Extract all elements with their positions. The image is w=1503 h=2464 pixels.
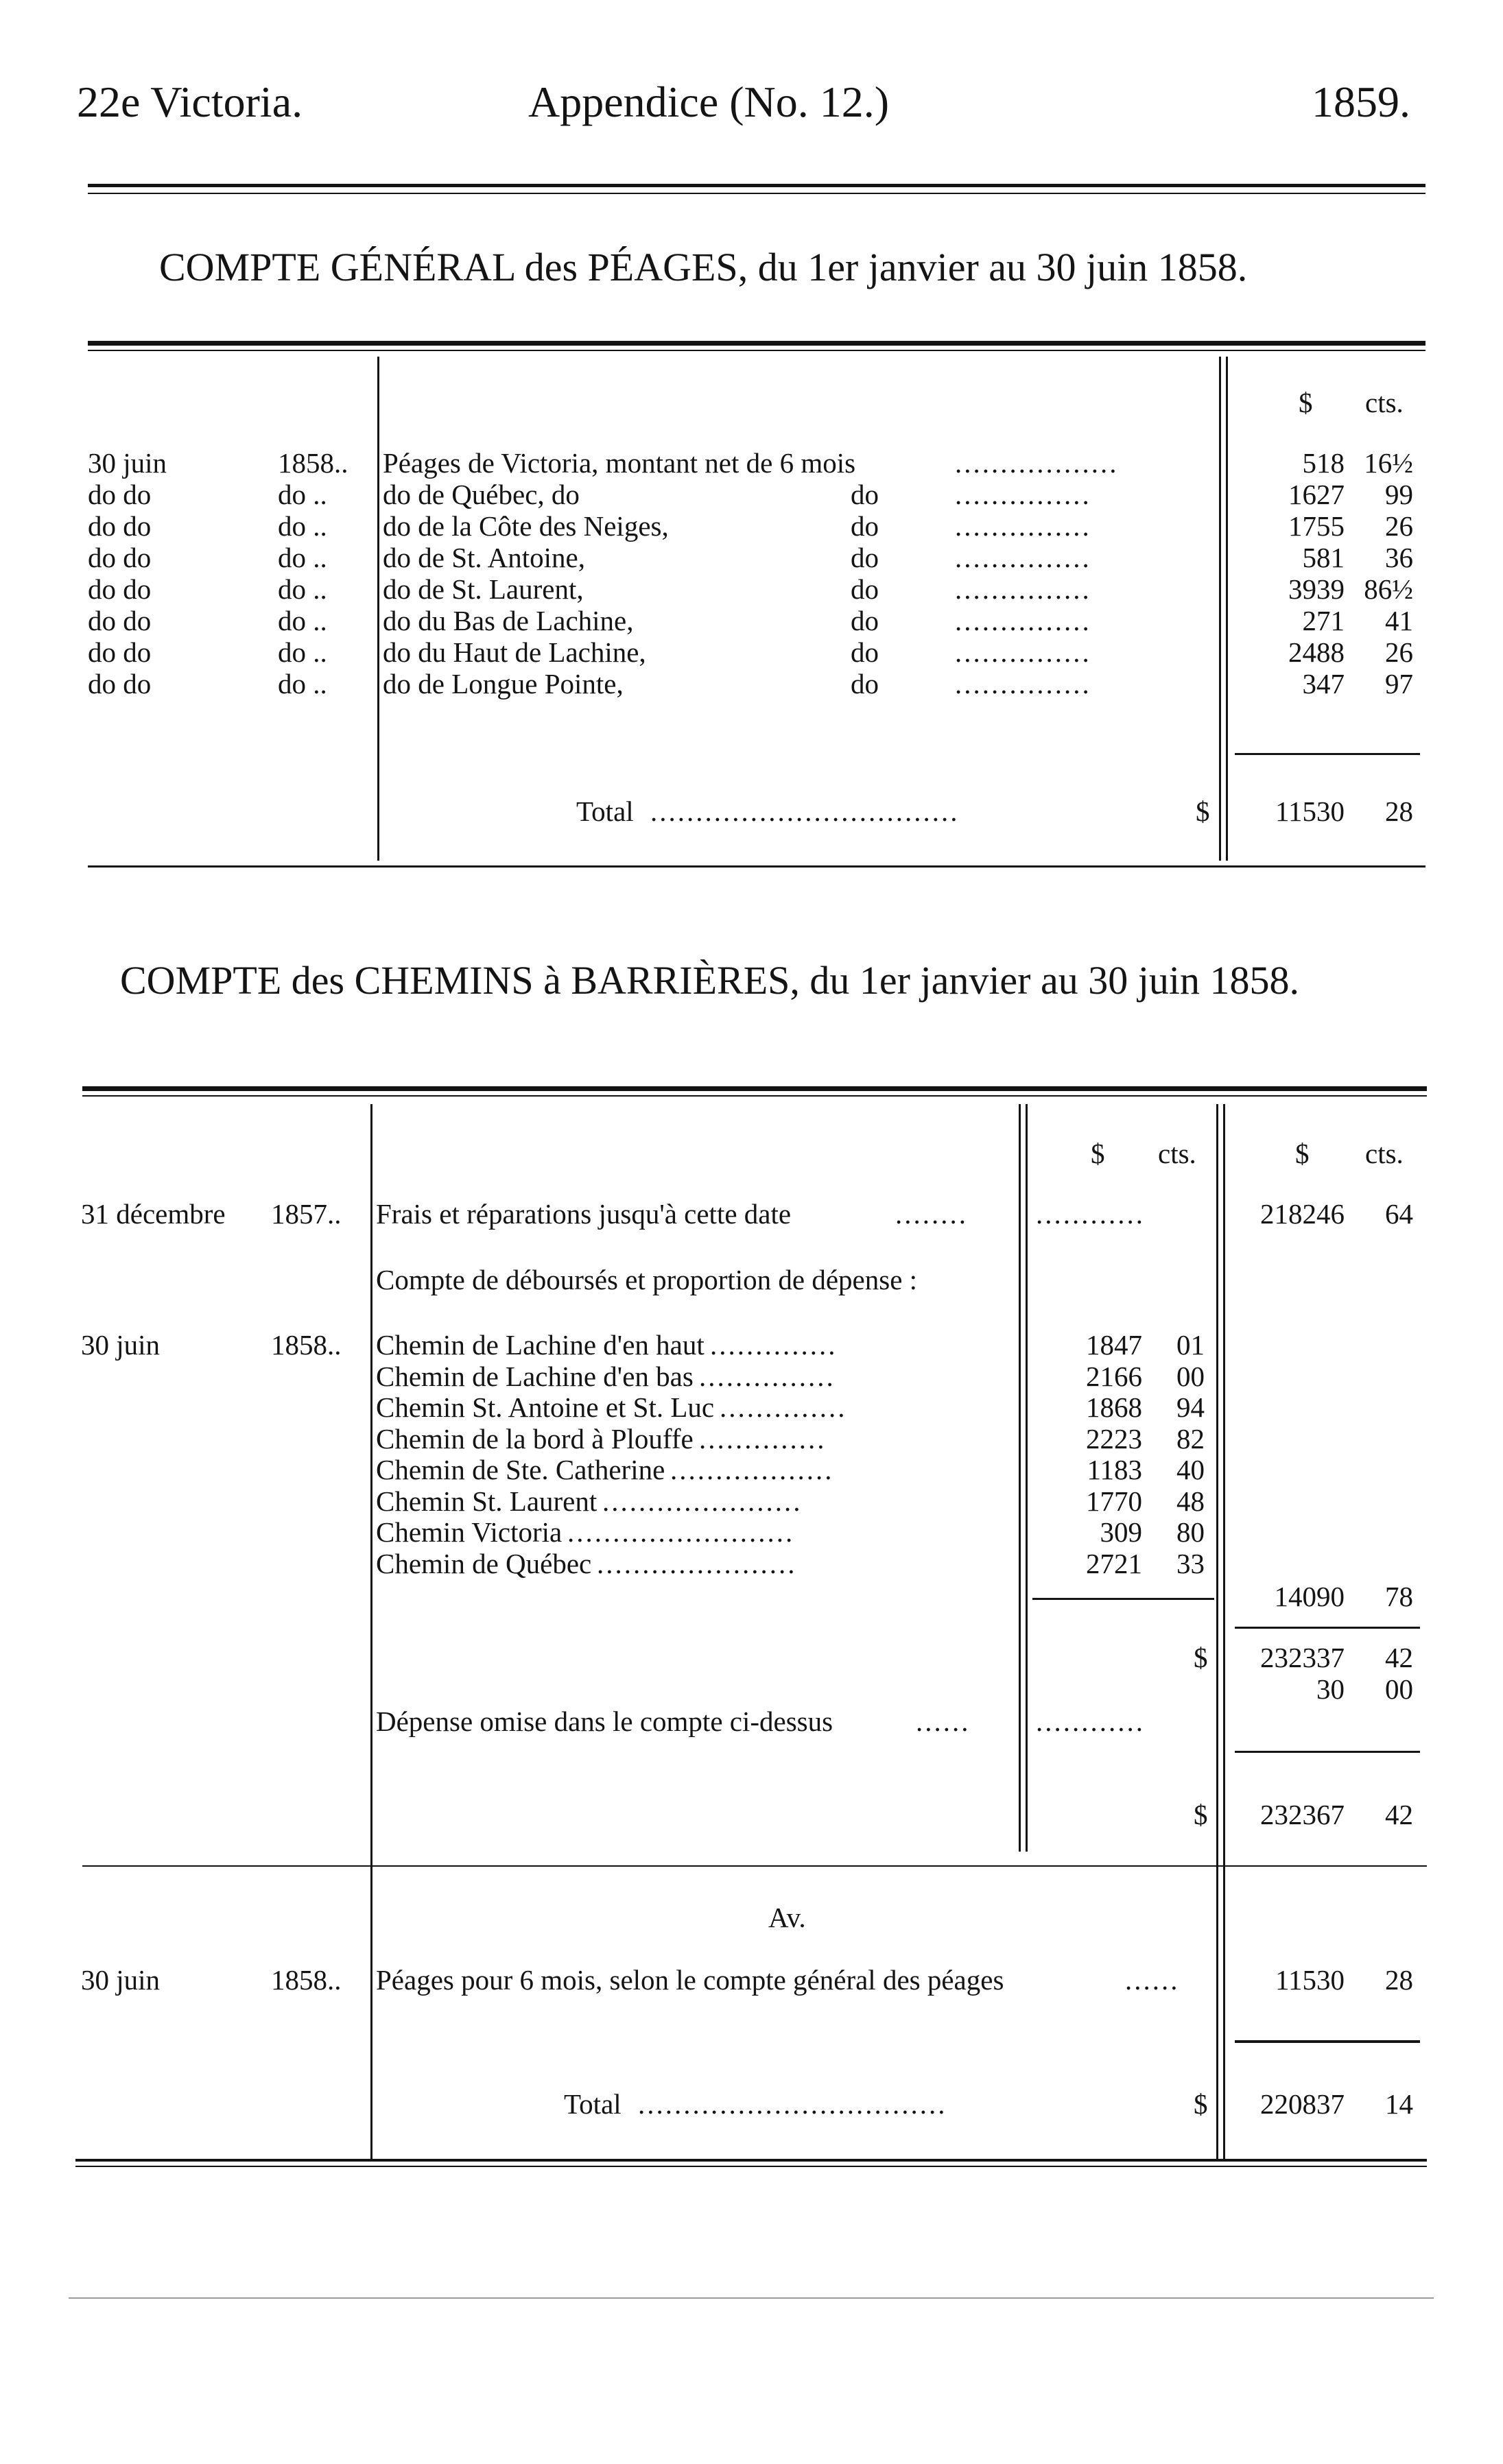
road-leader: ...............	[699, 1360, 836, 1392]
road-dollars: 309	[1100, 1516, 1142, 1548]
roads-total-dollars: 14090	[1274, 1581, 1345, 1612]
row-description: do de la Côte des Neiges,	[383, 510, 669, 542]
row-year: do ..	[278, 668, 327, 699]
table1-top-rule-thin	[88, 350, 1425, 351]
row-leader: ...............	[955, 636, 1091, 668]
table2-dollar-heading: $	[1295, 1138, 1310, 1169]
road-dollars: 1770	[1086, 1485, 1142, 1517]
table1-top-rule	[88, 341, 1425, 346]
row-cents: 16½	[1364, 447, 1413, 479]
table1-bottom-rule	[88, 865, 1425, 868]
table1-sum-rule	[1235, 753, 1420, 755]
row-dollars: 3939	[1288, 573, 1345, 605]
row-ditto: do	[851, 605, 879, 636]
row-year: do ..	[278, 636, 327, 668]
road-name: Chemin de Québec	[376, 1547, 592, 1579]
grand-dollars: 232367	[1260, 1799, 1345, 1830]
row-leader: ...............	[955, 510, 1091, 542]
road-name: Chemin St. Antoine et St. Luc	[376, 1391, 715, 1423]
table1-amount-divider	[1219, 357, 1221, 861]
road-leader: ..............	[710, 1329, 838, 1361]
credit-year: 1858..	[271, 1964, 342, 1996]
disbursement-subheading: Compte de déboursés et proportion de dépense :	[376, 1264, 918, 1295]
road-cents: 94	[1176, 1391, 1205, 1423]
av-label: Av.	[768, 1902, 806, 1933]
road-name: Chemin Victoria	[376, 1516, 563, 1548]
omitted-leader: ......	[916, 1706, 971, 1737]
row-dollars: 2488	[1288, 636, 1345, 668]
row-description: do de St. Laurent,	[383, 573, 584, 605]
table1-total-label: Total	[576, 796, 634, 827]
frais-date: 31 décembre	[81, 1198, 226, 1230]
row-dollars: 1627	[1288, 479, 1345, 510]
av-rule	[82, 1865, 1427, 1867]
row-ditto: do	[851, 668, 879, 699]
road-dollars: 2166	[1086, 1360, 1142, 1392]
frais-mid-leader: ............	[1036, 1198, 1145, 1230]
table2-bottom-rule-thin	[75, 2166, 1427, 2167]
row-description: do du Haut de Lachine,	[383, 636, 646, 668]
table2-total-dollars: 220837	[1260, 2088, 1345, 2120]
frais-dollars: 218246	[1260, 1198, 1345, 1230]
row-year: do ..	[278, 605, 327, 636]
table2-mid-divider-2	[1026, 1104, 1028, 1852]
road-cents: 82	[1176, 1422, 1205, 1455]
table1-title: COMPTE GÉNÉRAL des PÉAGES, du 1er janvier au 30 juin 1858.	[159, 245, 1248, 289]
row-year: do ..	[278, 510, 327, 542]
road-cents: 48	[1176, 1485, 1205, 1517]
omitted-cents: 00	[1385, 1673, 1413, 1705]
row-leader: ...............	[955, 542, 1091, 573]
row-year: do ..	[278, 542, 327, 573]
row-dollars: 347	[1302, 668, 1345, 699]
frais-year: 1857..	[271, 1198, 342, 1230]
road-dollars: 1847	[1086, 1329, 1142, 1361]
road-dollars: 1868	[1086, 1391, 1142, 1423]
row-cents: 41	[1385, 605, 1413, 636]
road-leader: ..............	[720, 1391, 847, 1423]
row-description: Péages de Victoria, montant net de 6 mois	[383, 447, 856, 479]
road-cents: 01	[1176, 1329, 1205, 1361]
table2-mid-divider	[1019, 1104, 1021, 1852]
road-name: Chemin de Lachine d'en haut	[376, 1329, 705, 1361]
row-leader: ...............	[955, 573, 1091, 605]
row-cents: 97	[1385, 668, 1413, 699]
grand-cents: 42	[1385, 1799, 1413, 1830]
road-leader: ......................	[597, 1547, 797, 1579]
row-ditto: do	[851, 573, 879, 605]
roads-year: 1858..	[271, 1329, 342, 1361]
omitted-dollars: 30	[1316, 1673, 1345, 1705]
road-name: Chemin de Ste. Catherine	[376, 1454, 665, 1485]
road-cents: 00	[1176, 1360, 1205, 1392]
credit-date: 30 juin	[81, 1964, 161, 1996]
row-date: do do	[88, 573, 152, 605]
grand-sign: $	[1194, 1799, 1208, 1830]
frais-leader: ........	[895, 1198, 968, 1230]
road-dollars: 2223	[1086, 1422, 1142, 1455]
table2-mid-cents-heading: cts.	[1158, 1138, 1196, 1169]
header-appendix: Appendice (No. 12.)	[528, 77, 890, 126]
table2-title: COMPTE des CHEMINS à BARRIÈRES, du 1er janvier au 30 juin 1858.	[120, 958, 1299, 1003]
road-dollars: 2721	[1086, 1547, 1142, 1579]
row-leader: ..................	[955, 447, 1119, 479]
subtotal-dollars: 232337	[1260, 1642, 1345, 1673]
road-leader: ..............	[699, 1422, 827, 1455]
row-description: do du Bas de Lachine,	[383, 605, 634, 636]
header-volume: 22e Victoria.	[77, 77, 303, 126]
row-year: do ..	[278, 479, 327, 510]
roads-date: 30 juin	[81, 1329, 161, 1361]
grand-rule	[1235, 1751, 1420, 1753]
road-leader: .........................	[567, 1516, 795, 1548]
table1-total-dollars: 11530	[1275, 796, 1345, 827]
row-leader: ...............	[955, 605, 1091, 636]
table2-cents-heading: cts.	[1365, 1138, 1404, 1169]
road-cents: 33	[1176, 1547, 1205, 1579]
table2-total-leader: ..................................	[638, 2088, 947, 2120]
road-name: Chemin de Lachine d'en bas	[376, 1360, 694, 1392]
row-dollars: 581	[1302, 542, 1345, 573]
omitted-mid-leader: ............	[1036, 1706, 1145, 1737]
row-leader: ...............	[955, 668, 1091, 699]
table1-total-sign: $	[1196, 796, 1210, 827]
credit-leader: ......	[1125, 1964, 1180, 1996]
frais-text: Frais et réparations jusqu'à cette date	[376, 1198, 792, 1230]
header-rule	[88, 184, 1425, 187]
row-ditto: do	[851, 542, 879, 573]
table1-dollar-heading: $	[1299, 387, 1313, 418]
road-name: Chemin St. Laurent	[376, 1485, 597, 1517]
omitted-text: Dépense omise dans le compte ci-dessus	[376, 1706, 833, 1737]
table1-amount-divider-2	[1226, 357, 1228, 861]
row-date: do do	[88, 668, 152, 699]
header-rule-thin	[88, 193, 1425, 194]
road-leader: ......................	[602, 1485, 803, 1517]
header-year: 1859.	[1312, 77, 1410, 126]
frais-cents: 64	[1385, 1198, 1413, 1230]
table1-total-cents: 28	[1385, 796, 1413, 827]
row-year: do ..	[278, 573, 327, 605]
row-dollars: 518	[1302, 447, 1345, 479]
table2-sum-rule	[1235, 2040, 1420, 2043]
subtotal-sign: $	[1194, 1642, 1208, 1673]
row-date: 30 juin	[88, 447, 167, 479]
table2-amount-divider	[1216, 1104, 1218, 2160]
table1-cents-heading: cts.	[1365, 387, 1404, 418]
road-cents: 80	[1176, 1516, 1205, 1548]
table2-mid-dollar-heading: $	[1091, 1138, 1105, 1169]
page-edge-rule	[69, 2297, 1434, 2299]
table2-total-sign: $	[1194, 2088, 1208, 2120]
table1-total-leader: ..................................	[650, 796, 960, 827]
credit-text: Péages pour 6 mois, selon le compte général des péages	[376, 1964, 1004, 1996]
row-cents: 86½	[1364, 573, 1413, 605]
table2-amount-divider-2	[1223, 1104, 1225, 2160]
table2-top-rule-thin	[82, 1095, 1427, 1097]
row-date: do do	[88, 479, 152, 510]
row-cents: 36	[1385, 542, 1413, 573]
row-date: do do	[88, 605, 152, 636]
row-dollars: 271	[1302, 605, 1345, 636]
road-leader: ..................	[670, 1454, 834, 1485]
table2-total-cents: 14	[1385, 2088, 1413, 2120]
row-cents: 99	[1385, 479, 1413, 510]
row-leader: ...............	[955, 479, 1091, 510]
subtotal-rule	[1235, 1627, 1420, 1629]
row-cents: 26	[1385, 636, 1413, 668]
roads-sum-rule	[1032, 1598, 1214, 1600]
road-dollars: 1183	[1087, 1454, 1142, 1485]
roads-total-cents: 78	[1385, 1581, 1413, 1612]
row-date: do do	[88, 542, 152, 573]
row-cents: 26	[1385, 510, 1413, 542]
table2-top-rule	[82, 1086, 1427, 1091]
road-name: Chemin de la bord à Plouffe	[376, 1422, 694, 1455]
row-ditto: do	[851, 479, 879, 510]
credit-cents: 28	[1385, 1964, 1413, 1996]
row-date: do do	[88, 636, 152, 668]
table2-total-label: Total	[564, 2088, 622, 2120]
row-year: 1858..	[278, 447, 348, 479]
table2-bottom-rule	[75, 2159, 1427, 2162]
table2-col-divider	[370, 1104, 372, 2160]
credit-dollars: 11530	[1275, 1964, 1345, 1996]
row-description: do de St. Antoine,	[383, 542, 585, 573]
row-ditto: do	[851, 636, 879, 668]
row-ditto: do	[851, 510, 879, 542]
row-description: do de Québec, do	[383, 479, 580, 510]
road-cents: 40	[1176, 1454, 1205, 1485]
table1-col-divider	[377, 357, 379, 861]
row-description: do de Longue Pointe,	[383, 668, 624, 699]
subtotal-cents: 42	[1385, 1642, 1413, 1673]
row-dollars: 1755	[1288, 510, 1345, 542]
row-date: do do	[88, 510, 152, 542]
